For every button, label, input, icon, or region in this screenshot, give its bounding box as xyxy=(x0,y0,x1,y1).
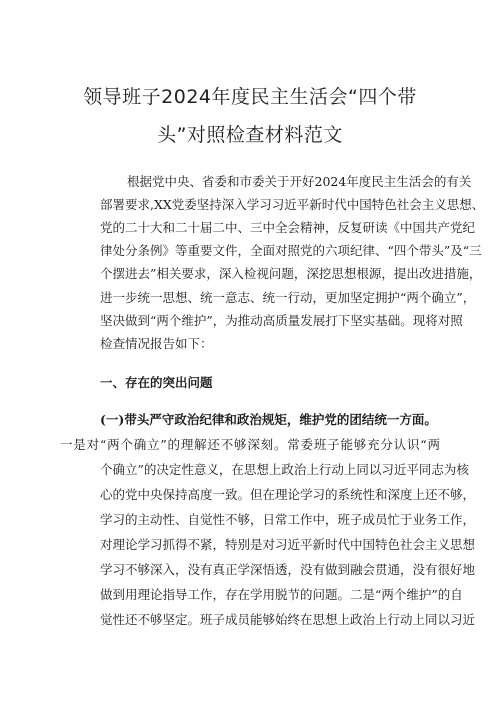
body-line: 一是对“两个确立”的理解还不够深刻。常委班子能够充分认识“两 xyxy=(60,437,440,452)
body-line: 觉性还不够坚定。班子成员能够始终在思想上政治上行动上同以习近 xyxy=(100,612,476,627)
intro-line: 律处分条例》等重要文件，全面对照党的六项纪律、“四个带头”及“三 xyxy=(100,243,482,258)
body-line: 做到用理论指导工作，存在学用脱节的问题。二是“两个维护”的自 xyxy=(100,587,463,602)
document-title-line-1: 领导班子2024年度民主生活会“四个带 xyxy=(83,86,417,108)
section-heading: 一、存在的突出问题 xyxy=(100,375,213,390)
intro-line: 坚决做到“两个维护”，为推动高质量发展打下坚实基础。现将对照 xyxy=(100,313,463,328)
intro-line: 党的二十大和二十届二中、三中全会精神，反复研读《中国共产党纪 xyxy=(100,220,476,235)
intro-line: 检查情况报告如下： xyxy=(100,336,213,351)
subsection-heading: (一)带头严守政治纪律和政治规矩，维护党的团结统一方面。 xyxy=(100,412,437,427)
body-line: 学习不够深入，没有真正学深悟透，没有做到融会贯通，没有很好地 xyxy=(100,562,476,577)
intro-line: 部署要求,XX党委坚持深入学习习近平新时代中国特色社会主义思想、 xyxy=(100,197,485,212)
intro-line: 根据党中央、省委和市委关于开好2024年度民主生活会的有关 xyxy=(127,174,472,189)
body-line: 对理论学习抓得不紧，特别是对习近平新时代中国特色社会主义思想 xyxy=(100,537,476,552)
intro-line: 进一步统一思想、统一意志、统一行动，更加坚定拥护“两个确立”， xyxy=(100,290,476,305)
body-line: 心的党中央保持高度一致。但在理论学习的系统性和深度上还不够， xyxy=(100,487,476,502)
intro-line: 个摆进去”相关要求，深入检视问题，深挖思想根源，提出改进措施， xyxy=(100,266,482,281)
body-line: 学习的主动性、自觉性不够，日常工作中，班子成员忙于业务工作， xyxy=(100,512,476,527)
document-title-line-2: 头”对照检查材料范文 xyxy=(157,124,343,146)
body-line: 个确立”的决定性意义，在思想上政治上行动上同以习近平同志为核 xyxy=(100,462,469,477)
